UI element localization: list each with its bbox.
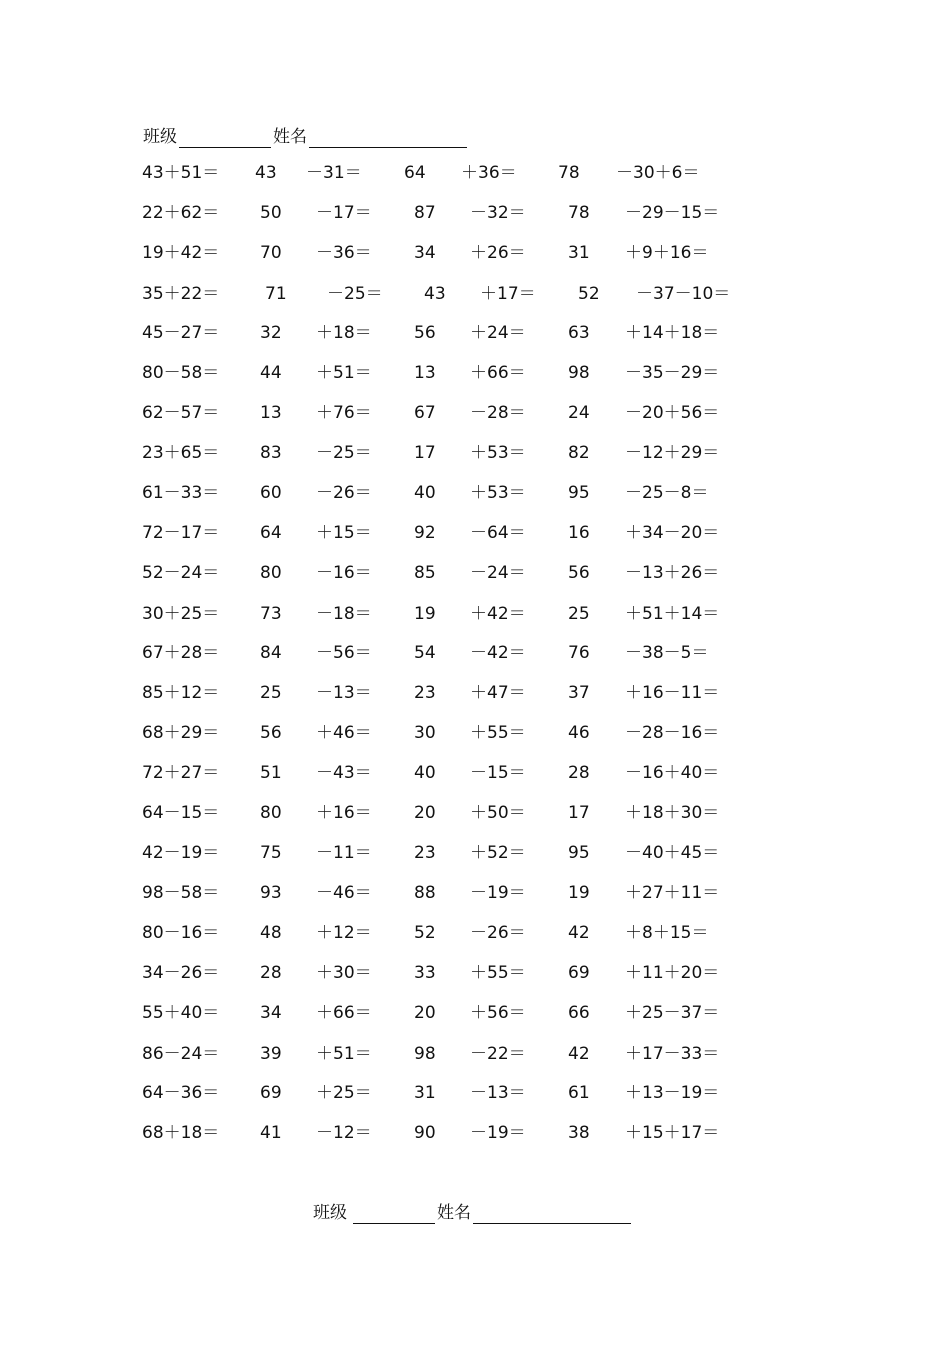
problem-operand: 75: [260, 843, 282, 863]
problem-operand: 69: [260, 1083, 282, 1103]
problem-expression: 23＋65＝: [142, 443, 220, 463]
problem-row: [0, 1081, 950, 1105]
problem-expression: ＋15＋17＝: [625, 1123, 720, 1143]
problem-expression: ＋18＝: [316, 323, 372, 343]
problem-expression: －25－8＝: [625, 483, 709, 503]
problem-operand: 78: [558, 163, 580, 183]
problem-expression: ＋17－33＝: [625, 1044, 720, 1064]
problem-operand: 41: [260, 1123, 282, 1143]
problem-expression: 62－57＝: [142, 403, 220, 423]
problem-operand: 64: [404, 163, 426, 183]
problem-expression: ＋34－20＝: [625, 523, 720, 543]
problem-operand: 19: [414, 604, 436, 624]
problem-operand: 48: [260, 923, 282, 943]
problem-row: [0, 1001, 950, 1025]
problem-operand: 16: [568, 523, 590, 543]
problem-row: [0, 201, 950, 225]
problem-expression: －12＝: [316, 1123, 372, 1143]
problem-row: [0, 761, 950, 785]
problem-expression: 19＋42＝: [142, 243, 220, 263]
problem-expression: ＋53＝: [470, 483, 526, 503]
problem-operand: 17: [568, 803, 590, 823]
problem-expression: ＋47＝: [470, 683, 526, 703]
problem-operand: 17: [414, 443, 436, 463]
problem-operand: 40: [414, 763, 436, 783]
problem-operand: 24: [568, 403, 590, 423]
problem-operand: 30: [414, 723, 436, 743]
problem-operand: 93: [260, 883, 282, 903]
problem-operand: 66: [568, 1003, 590, 1023]
name-blank[interactable]: [473, 1203, 631, 1224]
problem-operand: 23: [414, 843, 436, 863]
problem-operand: 54: [414, 643, 436, 663]
problem-operand: 63: [568, 323, 590, 343]
problem-expression: ＋9＋16＝: [625, 243, 709, 263]
problem-expression: 72＋27＝: [142, 763, 220, 783]
problem-expression: 22＋62＝: [142, 203, 220, 223]
problem-expression: －22＝: [470, 1044, 526, 1064]
problem-operand: 95: [568, 483, 590, 503]
problem-expression: 80－16＝: [142, 923, 220, 943]
problem-row: [0, 1121, 950, 1145]
problem-expression: －13＋26＝: [625, 563, 720, 583]
problem-expression: ＋17＝: [480, 284, 536, 304]
problem-operand: 98: [568, 363, 590, 383]
problem-expression: －19＝: [470, 883, 526, 903]
worksheet-header: [143, 124, 469, 148]
problem-operand: 34: [260, 1003, 282, 1023]
class-label: 班级: [143, 127, 177, 147]
problem-row: [0, 921, 950, 945]
problem-expression: ＋26＝: [470, 243, 526, 263]
problem-operand: 56: [568, 563, 590, 583]
problem-expression: －12＋29＝: [625, 443, 720, 463]
problem-expression: ＋30＝: [316, 963, 372, 983]
problem-expression: ＋13－19＝: [625, 1083, 720, 1103]
problem-expression: ＋51＝: [316, 363, 372, 383]
problem-operand: 88: [414, 883, 436, 903]
problem-row: [0, 321, 950, 345]
problem-expression: －13＝: [316, 683, 372, 703]
problem-expression: ＋42＝: [470, 604, 526, 624]
problem-expression: 45－27＝: [142, 323, 220, 343]
problem-row: [0, 401, 950, 425]
problem-expression: －15＝: [470, 763, 526, 783]
problem-row: [0, 602, 950, 626]
problem-operand: 84: [260, 643, 282, 663]
problem-operand: 46: [568, 723, 590, 743]
problem-operand: 25: [568, 604, 590, 624]
problem-expression: －31＝: [306, 163, 362, 183]
problem-operand: 50: [260, 203, 282, 223]
problem-expression: ＋55＝: [470, 723, 526, 743]
problem-expression: －42＝: [470, 643, 526, 663]
problem-expression: －35－29＝: [625, 363, 720, 383]
problem-operand: 60: [260, 483, 282, 503]
problem-expression: ＋53＝: [470, 443, 526, 463]
problem-expression: －43＝: [316, 763, 372, 783]
problem-expression: －20＋56＝: [625, 403, 720, 423]
problem-expression: ＋8＋15＝: [625, 923, 709, 943]
problem-expression: ＋16＝: [316, 803, 372, 823]
problem-operand: 44: [260, 363, 282, 383]
worksheet-footer: [313, 1200, 633, 1224]
problem-expression: ＋55＝: [470, 963, 526, 983]
problem-operand: 43: [424, 284, 446, 304]
problem-expression: ＋50＝: [470, 803, 526, 823]
problem-operand: 69: [568, 963, 590, 983]
problem-expression: －28－16＝: [625, 723, 720, 743]
problem-expression: ＋12＝: [316, 923, 372, 943]
problem-row: [0, 161, 950, 185]
problem-operand: 34: [414, 243, 436, 263]
problem-operand: 73: [260, 604, 282, 624]
problem-row: [0, 1042, 950, 1066]
problem-expression: －29－15＝: [625, 203, 720, 223]
problem-expression: 52－24＝: [142, 563, 220, 583]
problem-row: [0, 241, 950, 265]
problem-row: [0, 881, 950, 905]
problem-operand: 90: [414, 1123, 436, 1143]
problem-operand: 56: [260, 723, 282, 743]
problem-expression: ＋46＝: [316, 723, 372, 743]
problem-operand: 37: [568, 683, 590, 703]
class-label: 班级: [313, 1203, 347, 1223]
problem-expression: －36＝: [316, 243, 372, 263]
problem-expression: ＋11＋20＝: [625, 963, 720, 983]
problem-expression: ＋51＋14＝: [625, 604, 720, 624]
problem-operand: 85: [414, 563, 436, 583]
problem-row: [0, 441, 950, 465]
problem-row: [0, 282, 950, 306]
problem-operand: 20: [414, 803, 436, 823]
problem-operand: 23: [414, 683, 436, 703]
problem-operand: 83: [260, 443, 282, 463]
problem-row: [0, 361, 950, 385]
problem-expression: 67＋28＝: [142, 643, 220, 663]
problem-expression: －18＝: [316, 604, 372, 624]
problem-operand: 42: [568, 923, 590, 943]
problem-expression: ＋27＋11＝: [625, 883, 720, 903]
problem-operand: 95: [568, 843, 590, 863]
problem-row: [0, 641, 950, 665]
problem-row: [0, 721, 950, 745]
problem-operand: 80: [260, 803, 282, 823]
problem-expression: ＋15＝: [316, 523, 372, 543]
problem-row: [0, 481, 950, 505]
problem-expression: 35＋22＝: [142, 284, 220, 304]
problem-row: [0, 841, 950, 865]
problem-operand: 38: [568, 1123, 590, 1143]
problem-expression: －56＝: [316, 643, 372, 663]
problem-expression: －26＝: [470, 923, 526, 943]
problem-expression: －30＋6＝: [616, 163, 700, 183]
problem-expression: ＋51＝: [316, 1044, 372, 1064]
name-blank[interactable]: [309, 127, 467, 148]
problem-operand: 13: [260, 403, 282, 423]
problem-expression: 64－15＝: [142, 803, 220, 823]
problem-operand: 20: [414, 1003, 436, 1023]
problem-operand: 82: [568, 443, 590, 463]
problem-operand: 13: [414, 363, 436, 383]
problem-operand: 87: [414, 203, 436, 223]
problem-operand: 40: [414, 483, 436, 503]
problem-operand: 56: [414, 323, 436, 343]
problem-expression: －11＝: [316, 843, 372, 863]
problem-expression: 86－24＝: [142, 1044, 220, 1064]
problem-expression: －64＝: [470, 523, 526, 543]
problem-operand: 80: [260, 563, 282, 583]
problem-row: [0, 521, 950, 545]
problem-expression: 43＋51＝: [142, 163, 220, 183]
problem-operand: 42: [568, 1044, 590, 1064]
problem-expression: 61－33＝: [142, 483, 220, 503]
problem-operand: 43: [255, 163, 277, 183]
problem-expression: －24＝: [470, 563, 526, 583]
problem-operand: 28: [260, 963, 282, 983]
problem-expression: ＋24＝: [470, 323, 526, 343]
problem-expression: －32＝: [470, 203, 526, 223]
problem-operand: 70: [260, 243, 282, 263]
problem-expression: ＋66＝: [470, 363, 526, 383]
problem-expression: ＋16－11＝: [625, 683, 720, 703]
problem-operand: 51: [260, 763, 282, 783]
problem-expression: 85＋12＝: [142, 683, 220, 703]
name-label: 姓名: [273, 127, 307, 147]
problem-expression: ＋18＋30＝: [625, 803, 720, 823]
class-blank[interactable]: [179, 127, 271, 148]
class-blank[interactable]: [353, 1203, 435, 1224]
problem-row: [0, 961, 950, 985]
problem-expression: －38－5＝: [625, 643, 709, 663]
problem-expression: ＋25－37＝: [625, 1003, 720, 1023]
problem-expression: 42－19＝: [142, 843, 220, 863]
problem-expression: 34－26＝: [142, 963, 220, 983]
problem-expression: ＋56＝: [470, 1003, 526, 1023]
problem-expression: －28＝: [470, 403, 526, 423]
problem-expression: －25＝: [327, 284, 383, 304]
problem-expression: 55＋40＝: [142, 1003, 220, 1023]
problem-expression: ＋14＋18＝: [625, 323, 720, 343]
problem-operand: 31: [414, 1083, 436, 1103]
problem-expression: －37－10＝: [636, 284, 731, 304]
problem-row: [0, 801, 950, 825]
problem-operand: 52: [578, 284, 600, 304]
problem-operand: 78: [568, 203, 590, 223]
problem-operand: 64: [260, 523, 282, 543]
problem-operand: 76: [568, 643, 590, 663]
problem-operand: 39: [260, 1044, 282, 1064]
problem-expression: ＋36＝: [461, 163, 517, 183]
problem-expression: 68＋29＝: [142, 723, 220, 743]
name-label: 姓名: [437, 1203, 471, 1223]
problem-expression: －26＝: [316, 483, 372, 503]
problem-operand: 32: [260, 323, 282, 343]
problem-operand: 25: [260, 683, 282, 703]
problem-expression: ＋76＝: [316, 403, 372, 423]
problem-operand: 33: [414, 963, 436, 983]
problem-operand: 98: [414, 1044, 436, 1064]
problem-expression: －46＝: [316, 883, 372, 903]
problem-expression: －19＝: [470, 1123, 526, 1143]
problem-operand: 92: [414, 523, 436, 543]
problem-expression: －40＋45＝: [625, 843, 720, 863]
problem-operand: 71: [265, 284, 287, 304]
problem-operand: 67: [414, 403, 436, 423]
problem-expression: －16＋40＝: [625, 763, 720, 783]
problem-row: [0, 561, 950, 585]
problem-expression: －13＝: [470, 1083, 526, 1103]
problem-expression: 98－58＝: [142, 883, 220, 903]
problem-expression: 68＋18＝: [142, 1123, 220, 1143]
problem-operand: 31: [568, 243, 590, 263]
problem-expression: －17＝: [316, 203, 372, 223]
problem-expression: 30＋25＝: [142, 604, 220, 624]
problem-expression: －16＝: [316, 563, 372, 583]
problem-expression: 80－58＝: [142, 363, 220, 383]
problem-expression: 72－17＝: [142, 523, 220, 543]
problem-operand: 61: [568, 1083, 590, 1103]
problem-operand: 19: [568, 883, 590, 903]
problem-expression: ＋52＝: [470, 843, 526, 863]
problem-operand: 28: [568, 763, 590, 783]
problem-expression: ＋25＝: [316, 1083, 372, 1103]
problem-row: [0, 681, 950, 705]
problem-expression: 64－36＝: [142, 1083, 220, 1103]
problem-operand: 52: [414, 923, 436, 943]
problem-expression: ＋66＝: [316, 1003, 372, 1023]
problem-expression: －25＝: [316, 443, 372, 463]
